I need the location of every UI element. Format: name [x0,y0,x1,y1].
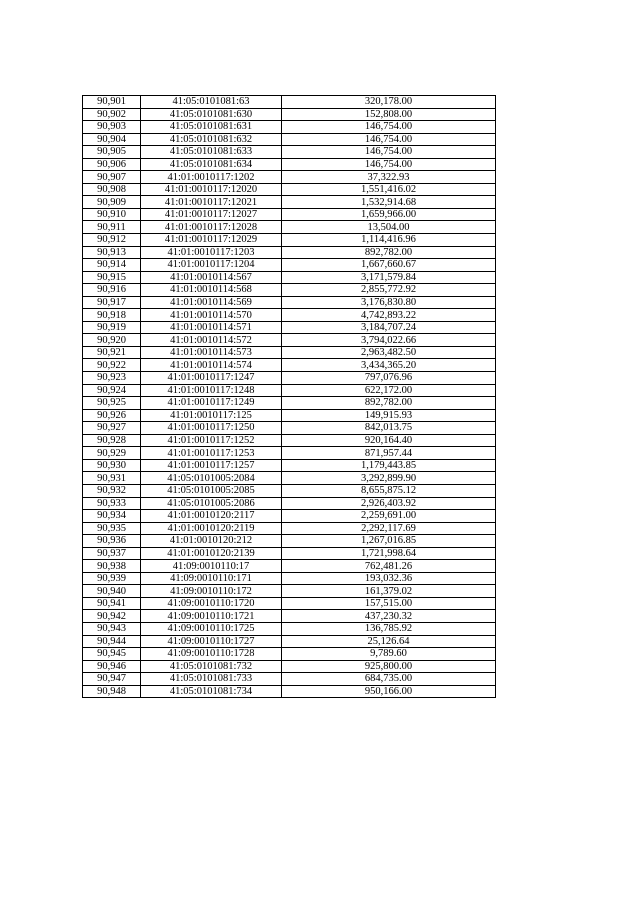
cadastral-number-cell: 41:05:0101081:631 [141,121,282,134]
row-number-cell: 90,917 [83,296,141,309]
table-row [83,572,496,585]
cadastral-number-cell: 41:05:0101081:733 [141,673,282,686]
value-cell: 193,032.36 [282,572,496,585]
table-row [83,321,496,334]
cadastral-number-cell: 41:01:0010117:1203 [141,246,282,259]
value-cell: 157,515.00 [282,597,496,610]
value-cell: 4,742,893.22 [282,309,496,322]
value-cell: 437,230.32 [282,610,496,623]
value-cell: 146,754.00 [282,158,496,171]
value-cell: 892,782.00 [282,246,496,259]
table-row [83,171,496,184]
row-number-cell: 90,915 [83,271,141,284]
cadastral-number-cell: 41:05:0101005:2085 [141,484,282,497]
table-row [83,121,496,134]
value-cell: 2,292,117.69 [282,522,496,535]
table-row [83,422,496,435]
row-number-cell: 90,930 [83,459,141,472]
cadastral-number-cell: 41:01:0010114:568 [141,284,282,297]
table-row [83,346,496,359]
cadastral-number-cell: 41:09:0010110:171 [141,572,282,585]
cadastral-number-cell: 41:05:0101081:632 [141,133,282,146]
cadastral-number-cell: 41:05:0101081:734 [141,685,282,698]
table-row [83,535,496,548]
value-cell: 2,259,691.00 [282,510,496,523]
table-row [83,409,496,422]
value-cell: 3,434,365.20 [282,359,496,372]
value-cell: 25,126.64 [282,635,496,648]
cadastral-number-cell: 41:01:0010117:125 [141,409,282,422]
value-cell: 1,267,016.85 [282,535,496,548]
value-cell: 3,794,022.66 [282,334,496,347]
cadastral-number-cell: 41:01:0010117:12028 [141,221,282,234]
table-row [83,434,496,447]
row-number-cell: 90,909 [83,196,141,209]
cadastral-number-cell: 41:05:0101081:630 [141,108,282,121]
row-number-cell: 90,914 [83,259,141,272]
table-row [83,108,496,121]
data-table [82,95,496,698]
value-cell: 1,179,443.85 [282,459,496,472]
table-row [83,284,496,297]
cadastral-number-cell: 41:01:0010117:12029 [141,234,282,247]
row-number-cell: 90,916 [83,284,141,297]
value-cell: 3,184,707.24 [282,321,496,334]
cadastral-number-cell: 41:01:0010114:569 [141,296,282,309]
cadastral-number-cell: 41:01:0010117:1250 [141,422,282,435]
table-row [83,560,496,573]
row-number-cell: 90,902 [83,108,141,121]
row-number-cell: 90,928 [83,434,141,447]
table-row [83,271,496,284]
cadastral-number-cell: 41:01:0010117:1253 [141,447,282,460]
table-row [83,522,496,535]
value-cell: 2,855,772.92 [282,284,496,297]
value-cell: 161,379.02 [282,585,496,598]
cadastral-number-cell: 41:05:0101081:63 [141,96,282,109]
table-row [83,597,496,610]
cadastral-number-cell: 41:01:0010114:574 [141,359,282,372]
table-row [83,673,496,686]
table-row [83,334,496,347]
table-row [83,158,496,171]
row-number-cell: 90,907 [83,171,141,184]
cadastral-number-cell: 41:09:0010110:1725 [141,622,282,635]
value-cell: 842,013.75 [282,422,496,435]
cadastral-number-cell: 41:05:0101005:2084 [141,472,282,485]
table-row [83,497,496,510]
value-cell: 920,164.40 [282,434,496,447]
value-cell: 146,754.00 [282,133,496,146]
table-row [83,635,496,648]
cadastral-number-cell: 41:01:0010117:1252 [141,434,282,447]
cadastral-number-cell: 41:01:0010114:571 [141,321,282,334]
table-row [83,372,496,385]
value-cell: 892,782.00 [282,397,496,410]
table-row [83,660,496,673]
cadastral-number-cell: 41:01:0010117:1257 [141,459,282,472]
row-number-cell: 90,905 [83,146,141,159]
table-row [83,221,496,234]
row-number-cell: 90,903 [83,121,141,134]
value-cell: 871,957.44 [282,447,496,460]
cadastral-number-cell: 41:01:0010120:2119 [141,522,282,535]
row-number-cell: 90,923 [83,372,141,385]
table-row [83,459,496,472]
value-cell: 1,532,914.68 [282,196,496,209]
table-row [83,447,496,460]
value-cell: 950,166.00 [282,685,496,698]
table-row [83,622,496,635]
value-cell: 1,114,416.96 [282,234,496,247]
row-number-cell: 90,944 [83,635,141,648]
value-cell: 149,915.93 [282,409,496,422]
table-row [83,685,496,698]
value-cell: 13,504.00 [282,221,496,234]
row-number-cell: 90,918 [83,309,141,322]
row-number-cell: 90,940 [83,585,141,598]
cadastral-number-cell: 41:01:0010117:1248 [141,384,282,397]
table-body [83,96,496,698]
row-number-cell: 90,936 [83,535,141,548]
value-cell: 8,655,875.12 [282,484,496,497]
value-cell: 136,785.92 [282,622,496,635]
cadastral-number-cell: 41:01:0010114:573 [141,346,282,359]
row-number-cell: 90,933 [83,497,141,510]
value-cell: 1,551,416.02 [282,183,496,196]
table-row [83,359,496,372]
table-row [83,585,496,598]
row-number-cell: 90,947 [83,673,141,686]
table-row [83,309,496,322]
cadastral-number-cell: 41:09:0010110:1727 [141,635,282,648]
table-row [83,484,496,497]
value-cell: 3,176,830.80 [282,296,496,309]
table-row [83,96,496,109]
row-number-cell: 90,948 [83,685,141,698]
cadastral-number-cell: 41:01:0010117:12027 [141,208,282,221]
value-cell: 1,721,998.64 [282,547,496,560]
row-number-cell: 90,901 [83,96,141,109]
row-number-cell: 90,932 [83,484,141,497]
table-row [83,510,496,523]
cadastral-number-cell: 41:05:0101081:732 [141,660,282,673]
cadastral-number-cell: 41:09:0010110:1721 [141,610,282,623]
table-row [83,547,496,560]
table-row [83,196,496,209]
row-number-cell: 90,943 [83,622,141,635]
table-row [83,384,496,397]
table-row [83,472,496,485]
value-cell: 684,735.00 [282,673,496,686]
cadastral-number-cell: 41:05:0101081:634 [141,158,282,171]
value-cell: 320,178.00 [282,96,496,109]
row-number-cell: 90,938 [83,560,141,573]
value-cell: 152,808.00 [282,108,496,121]
row-number-cell: 90,921 [83,346,141,359]
value-cell: 9,789.60 [282,648,496,661]
cadastral-number-cell: 41:01:0010120:212 [141,535,282,548]
row-number-cell: 90,941 [83,597,141,610]
row-number-cell: 90,910 [83,208,141,221]
value-cell: 146,754.00 [282,121,496,134]
cadastral-number-cell: 41:09:0010110:172 [141,585,282,598]
table-row [83,146,496,159]
value-cell: 37,322.93 [282,171,496,184]
value-cell: 1,667,660.67 [282,259,496,272]
cadastral-number-cell: 41:01:0010114:570 [141,309,282,322]
cadastral-number-cell: 41:09:0010110:17 [141,560,282,573]
cadastral-number-cell: 41:05:0101005:2086 [141,497,282,510]
table-row [83,208,496,221]
cadastral-number-cell: 41:09:0010110:1720 [141,597,282,610]
value-cell: 622,172.00 [282,384,496,397]
row-number-cell: 90,904 [83,133,141,146]
cadastral-number-cell: 41:01:0010120:2117 [141,510,282,523]
row-number-cell: 90,908 [83,183,141,196]
row-number-cell: 90,927 [83,422,141,435]
row-number-cell: 90,926 [83,409,141,422]
cadastral-number-cell: 41:01:0010117:1202 [141,171,282,184]
row-number-cell: 90,946 [83,660,141,673]
table-row [83,246,496,259]
value-cell: 2,963,482.50 [282,346,496,359]
row-number-cell: 90,912 [83,234,141,247]
table-row [83,259,496,272]
cadastral-number-cell: 41:01:0010117:1204 [141,259,282,272]
value-cell: 925,800.00 [282,660,496,673]
value-cell: 797,076.96 [282,372,496,385]
table-row [83,183,496,196]
cadastral-number-cell: 41:01:0010117:1247 [141,372,282,385]
table-row [83,610,496,623]
row-number-cell: 90,920 [83,334,141,347]
value-cell: 3,292,899.90 [282,472,496,485]
row-number-cell: 90,942 [83,610,141,623]
row-number-cell: 90,924 [83,384,141,397]
value-cell: 2,926,403.92 [282,497,496,510]
row-number-cell: 90,939 [83,572,141,585]
value-cell: 146,754.00 [282,146,496,159]
table-row [83,133,496,146]
row-number-cell: 90,934 [83,510,141,523]
row-number-cell: 90,911 [83,221,141,234]
cadastral-number-cell: 41:01:0010117:1249 [141,397,282,410]
row-number-cell: 90,931 [83,472,141,485]
row-number-cell: 90,925 [83,397,141,410]
row-number-cell: 90,913 [83,246,141,259]
table-row [83,234,496,247]
row-number-cell: 90,906 [83,158,141,171]
row-number-cell: 90,919 [83,321,141,334]
cadastral-number-cell: 41:01:0010114:572 [141,334,282,347]
table-row [83,296,496,309]
row-number-cell: 90,935 [83,522,141,535]
row-number-cell: 90,945 [83,648,141,661]
value-cell: 762,481.26 [282,560,496,573]
cadastral-number-cell: 41:01:0010120:2139 [141,547,282,560]
cadastral-number-cell: 41:01:0010114:567 [141,271,282,284]
table-row [83,648,496,661]
value-cell: 3,171,579.84 [282,271,496,284]
table-row [83,397,496,410]
cadastral-number-cell: 41:01:0010117:12021 [141,196,282,209]
row-number-cell: 90,937 [83,547,141,560]
row-number-cell: 90,922 [83,359,141,372]
cadastral-number-cell: 41:05:0101081:633 [141,146,282,159]
value-cell: 1,659,966.00 [282,208,496,221]
cadastral-number-cell: 41:01:0010117:12020 [141,183,282,196]
row-number-cell: 90,929 [83,447,141,460]
cadastral-number-cell: 41:09:0010110:1728 [141,648,282,661]
